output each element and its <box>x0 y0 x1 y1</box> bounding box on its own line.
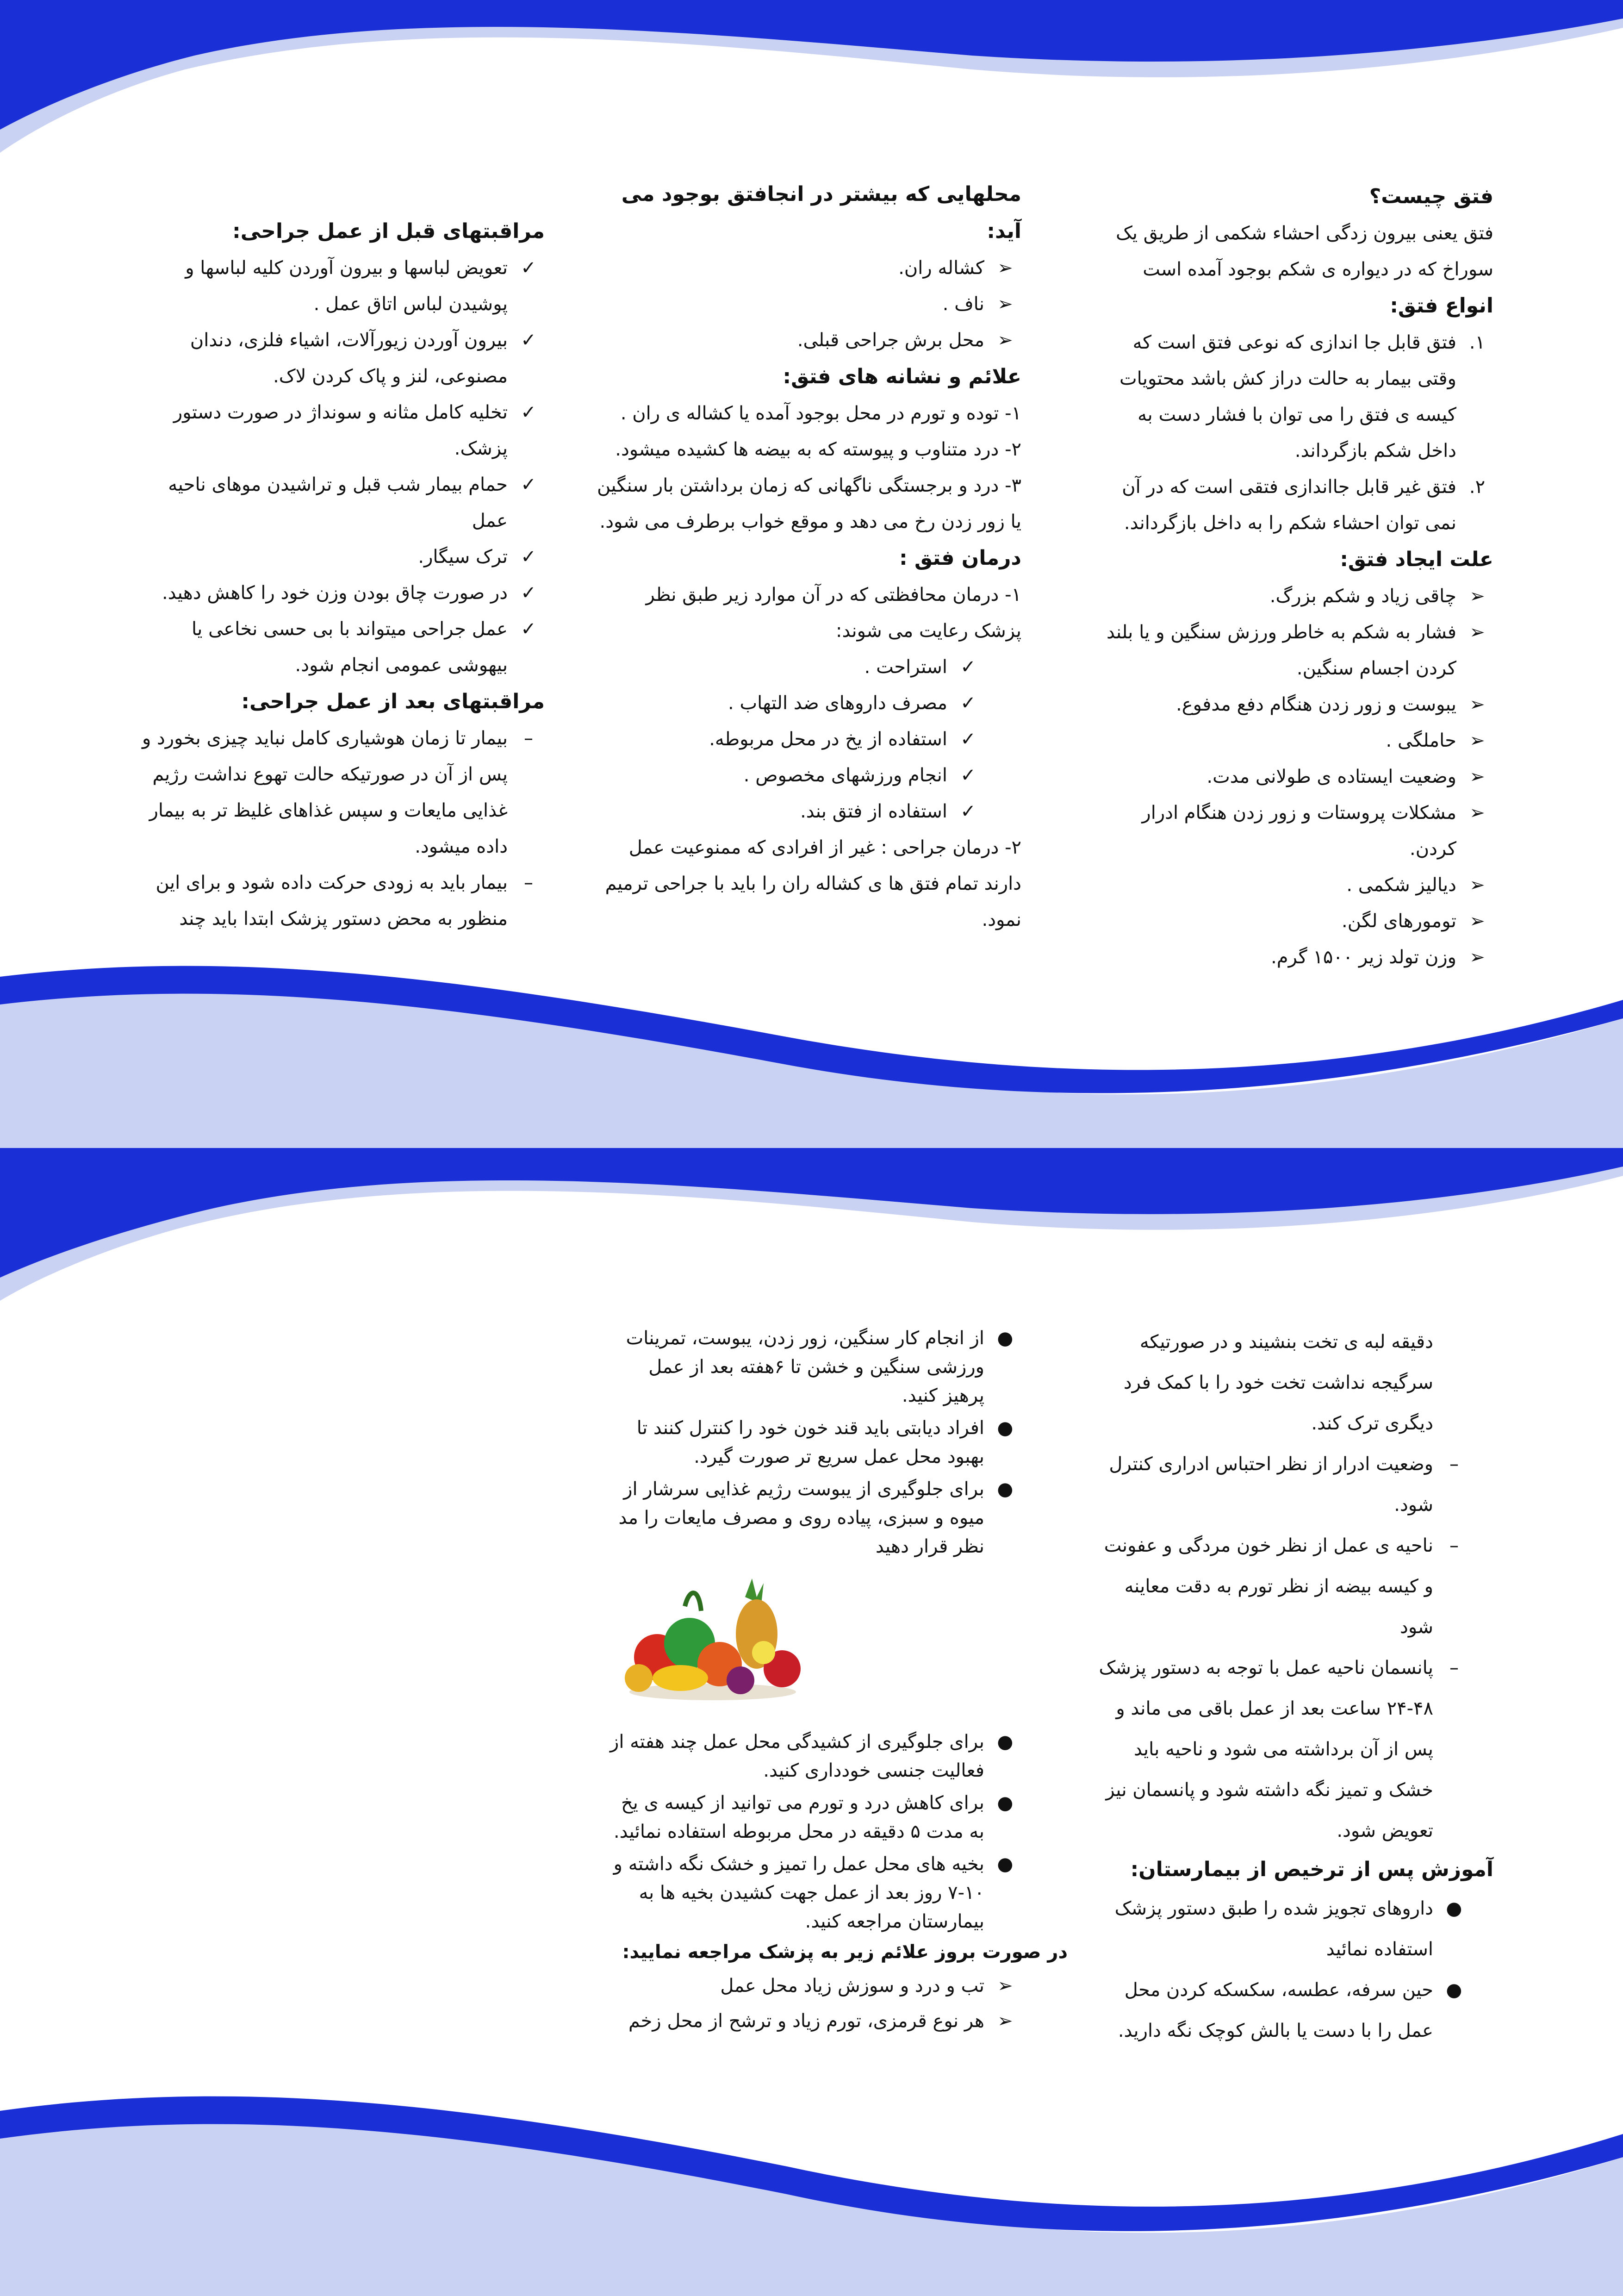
check-bullet-icon: ✓ <box>960 693 976 714</box>
treatment-intro: ۱- درمان محافظتی که در آن موارد زیر طبق نظر پزشک رعایت می شوند: <box>646 584 1021 642</box>
arrow-bullet-icon: ➢ <box>997 293 1013 315</box>
sign-item: ۲- درد متناوب و پیوسته که به بیضه ها کشیده میشود. <box>615 439 1021 460</box>
list-item: ✓ مصرف داروهای ضد التهاب . <box>596 685 984 721</box>
list-item: ✓ انجام ورزشهای مخصوص . <box>596 757 984 793</box>
check-bullet-icon: ✓ <box>521 546 536 568</box>
warning-signs-list <box>605 1968 1021 2039</box>
list-item: ➢ دیالیز شکمی . <box>1100 867 1493 903</box>
check-bullet-icon: ✓ <box>521 402 536 423</box>
treatment-list <box>596 649 1021 830</box>
arrow-bullet-icon: ➢ <box>1469 802 1485 824</box>
dash-bullet-icon: – <box>1449 1454 1459 1475</box>
list-item: ➢ محل برش جراحی قبلی. <box>596 322 1021 358</box>
list-item: ● بخیه های محل عمل را تمیز و خشک نگه داشته و ۱۰-۷ روز بعد از عمل جهت کشیدن بخیه ها به بیمارستان مراجعه کنید. <box>605 1850 1021 1936</box>
list-item: ۲. فتق غیر قابل جااندازی فتقی است که در آن نمی توان احشاء شکم را به داخل بازگرداند. <box>1122 476 1486 534</box>
post-op-care-continued-list <box>1091 1322 1470 1851</box>
p2-right-column <box>1091 1322 1493 2051</box>
list-item: ➢ تومورهای لگن. <box>1100 903 1493 939</box>
bottom-wave-decoration <box>0 949 1623 1148</box>
check-bullet-icon: ✓ <box>960 729 976 750</box>
list-item: ✓ عمل جراحی میتواند با بی حسی نخاعی یا بیهوشی عمومی انجام شود. <box>137 611 545 683</box>
list-item: ✓ استفاده از یخ در محل مربوطه. <box>596 721 984 757</box>
list-item: ➢ حاملگی . <box>1100 723 1493 759</box>
list-item: ➢ چاقی زیاد و شکم بزرگ. <box>1100 578 1493 614</box>
arrow-bullet-icon: ➢ <box>1469 947 1485 968</box>
arrow-bullet-icon: ➢ <box>1469 730 1485 751</box>
post-op-care-list <box>137 720 545 937</box>
list-item: ✓ استراحت . <box>596 649 984 685</box>
check-bullet-icon: ✓ <box>960 801 976 822</box>
dash-bullet-icon: – <box>1449 1535 1459 1556</box>
list-item: – بیمار تا زمان هوشیاری کامل نباید چیزی بخورد و پس از آن در صورتیکه حالت تهوع نداشت رژیم غذایی مایعات و سپس غذاهای غلیظ تر به بیمار داده میشود. <box>137 720 545 865</box>
list-item: ➢ ناف . <box>596 286 1021 322</box>
dash-bullet-icon: – <box>524 728 533 749</box>
p1-right-column <box>1100 178 1493 975</box>
check-bullet-icon: ✓ <box>960 765 976 786</box>
arrow-bullet-icon: ➢ <box>997 330 1013 351</box>
arrow-bullet-icon: ➢ <box>1469 622 1485 643</box>
list-item: – بیمار باید به زودی حرکت داده شود و برای این منظور به محض دستور پزشک ابتدا باید چند <box>137 865 545 937</box>
what-is-hernia-text: فتق یعنی بیرون زدگی احشاء شکمی از طریق یک سوراخ که در دیواره ی شکم بوجود آمده است <box>1116 223 1493 280</box>
hernia-treatment-heading: درمان فتق : <box>899 546 1021 570</box>
list-item: دقیقه لبه ی تخت بنشیند و در صورتیکه سرگیجه نداشت تخت خود را با کمک فرد دیگری ترک کند. <box>1123 1331 1433 1434</box>
list-item: ● داروهای تجویز شده را طبق دستور پزشک استفاده نمائید <box>1091 1888 1470 1970</box>
dot-bullet-icon: ● <box>1446 1979 1462 2001</box>
check-bullet-icon: ✓ <box>521 330 536 351</box>
p1-middle-column <box>596 176 1021 938</box>
bottom-wave-decoration <box>0 2074 1623 2296</box>
list-item: ➢ وزن تولد زیر ۱۵۰۰ گرم. <box>1100 939 1493 975</box>
list-item: ➢ وضعیت ایستاده ی طولانی مدت. <box>1100 759 1493 795</box>
list-item: ● برای کاهش درد و تورم می توانید از کیسه ی یخ به مدت ۵ دقیقه در محل مربوطه استفاده نمائید. <box>605 1789 1021 1846</box>
arrow-bullet-icon: ➢ <box>1469 586 1485 607</box>
list-item: ● برای جلوگیری از کشیدگی محل عمل چند هفته از فعالیت جنسی خودداری کنید. <box>605 1728 1021 1785</box>
list-item: ✓ استفاده از فتق بند. <box>596 793 984 830</box>
hernia-causes-list <box>1100 578 1493 975</box>
list-item: ➢ فشار به شکم به خاطر ورزش سنگین و یا بلند کردن اجسام سنگین. <box>1100 614 1493 686</box>
dot-bullet-icon: ● <box>997 1792 1014 1814</box>
pre-op-care-list <box>137 250 545 683</box>
check-bullet-icon: ✓ <box>521 257 536 279</box>
page-2 <box>0 1148 1623 2296</box>
arrow-bullet-icon: ➢ <box>1469 766 1485 787</box>
check-bullet-icon: ✓ <box>521 474 536 495</box>
what-is-hernia-heading: فتق چیست؟ <box>1369 185 1493 208</box>
dot-bullet-icon: ● <box>997 1479 1014 1500</box>
hernia-places-heading: محلهایی که بیشتر در انجافتق بوجود می آید: <box>621 182 1021 243</box>
arrow-bullet-icon: ➢ <box>1469 911 1485 932</box>
list-item: ➢ تب و درد و سوزش زیاد محل عمل <box>605 1968 1021 2003</box>
hernia-places-list <box>596 250 1021 358</box>
hernia-causes-heading: علت ایجاد فتق: <box>1340 548 1493 571</box>
list-item: ✓ در صورت چاق بودن وزن خود را کاهش دهید. <box>137 575 545 611</box>
discharge-education-list <box>1091 1888 1470 2051</box>
arrow-bullet-icon: ➢ <box>1469 874 1485 896</box>
list-item: ➢ یبوست و زور زدن هنگام دفع مدفوع. <box>1100 686 1493 723</box>
dot-bullet-icon: ● <box>997 1328 1014 1349</box>
list-item: ➢ هر نوع قرمزی، تورم زیاد و ترشح از محل زخم <box>605 2003 1021 2039</box>
list-item: ● حین سرفه، عطسه، سکسکه کردن محل عمل را با دست یا بالش کوچک نگه دارید. <box>1091 1970 1470 2051</box>
check-bullet-icon: ✓ <box>521 582 536 604</box>
top-wave-decoration <box>0 0 1623 194</box>
list-item: – ناحیه ی عمل از نظر خون مردگی و عفونت و کیسه بیضه از نظر تورم به دقت معاینه شود <box>1091 1525 1470 1647</box>
discharge-education-heading: آموزش پس از ترخیص از بیمارستان: <box>1130 1858 1493 1881</box>
list-item: – وضعیت ادرار از نظر احتباس ادراری کنترل شود. <box>1091 1444 1470 1525</box>
list-item: ۱. فتق قابل جا اندازی که نوعی فتق است که وقتی بیمار به حالت دراز کش باشد محتویات کیسه ی فتق را می توان با فشار دست به داخل شکم بازگرداند. <box>1119 332 1486 462</box>
list-item: – پانسمان ناحیه عمل با توجه به دستور پزشک ۴۸-۲۴ ساعت بعد از عمل باقی می ماند و پس از آن برداشته می شود و ناحیه باید خشک و تمیز نگه داشته شود و پانسمان نیز تعویض شود. <box>1091 1647 1470 1851</box>
dot-bullet-icon: ● <box>997 1731 1014 1753</box>
list-item: ➢ کشاله ران. <box>596 250 1021 286</box>
pre-op-care-heading: مراقبتهای قبل از عمل جراحی: <box>232 219 545 243</box>
list-item: ● برای جلوگیری از یبوست رژیم غذایی سرشار از میوه و سبزی، پیاده روی و مصرف مایعات را مد نظر قرار دهید <box>605 1475 1021 1561</box>
list-item: ✓ حمام بیمار شب قبل و تراشیدن موهای ناحیه عمل <box>137 467 545 539</box>
list-item: ✓ ترک سیگار. <box>137 539 545 575</box>
check-bullet-icon: ✓ <box>960 656 976 678</box>
dot-bullet-icon: ● <box>1446 1898 1462 1919</box>
list-item: ✓ تخلیه کامل مثانه و سونداژ در صورت دستور پزشک. <box>137 394 545 467</box>
dash-bullet-icon: – <box>524 872 533 893</box>
top-wave-decoration <box>0 1148 1623 1342</box>
list-item: ● افراد دیابتی باید قند خون خود را کنترل کنند تا بهبود محل عمل سریع تر صورت گیرد. <box>605 1414 1021 1471</box>
dash-bullet-icon: – <box>1449 1657 1459 1678</box>
list-item: ✓ بیرون آوردن زیورآلات، اشیاء فلزی، دندان مصنوعی، لنز و پاک کردن لاک. <box>137 322 545 394</box>
arrow-bullet-icon: ➢ <box>997 257 1013 279</box>
fruits-and-vegetables-image <box>620 1578 805 1703</box>
arrow-bullet-icon: ➢ <box>1469 694 1485 715</box>
sign-item: ۳- درد و برجستگی ناگهانی که زمان برداشتن بار سنگین یا زور زدن رخ می دهد و موقع خواب برطرف می شود. <box>597 475 1021 532</box>
post-op-advice-list-2 <box>605 1728 1021 1936</box>
list-item: ✓ تعویض لباسها و بیرون آوردن کلیه لباسها و پوشیدن لباس اتاق عمل . <box>137 250 545 322</box>
surgery-text: ۲- درمان جراحی : غیر از افرادی که ممنوعیت عمل دارند تمام فتق ها ی کشاله ران را باید با جراحی ترمیم نمود. <box>605 837 1021 930</box>
list-item: ➢ مشکلات پروستات و زور زدن هنگام ادرار کردن. <box>1100 795 1493 867</box>
dot-bullet-icon: ● <box>997 1417 1014 1439</box>
hernia-types-heading: انواع فتق: <box>1390 294 1493 318</box>
sign-item: ۱- توده و تورم در محل بوجود آمده یا کشاله ی ران . <box>620 403 1021 424</box>
hernia-types-list <box>1100 324 1493 541</box>
post-op-care-heading: مراقبتهای بعد از عمل جراحی: <box>241 690 545 713</box>
p1-left-column <box>137 213 545 937</box>
list-item: ● از انجام کار سنگین، زور زدن، یبوست، تمرینات ورزشی سنگین و خشن تا ۶هفته بعد از عمل پرهیز کنید. <box>605 1324 1021 1410</box>
warning-signs-heading: در صورت بروز علائم زیر به پزشک مراجعه نمایید: <box>622 1941 1068 1963</box>
arrow-bullet-icon: ➢ <box>997 1975 1013 1997</box>
arrow-bullet-icon: ➢ <box>997 2010 1013 2032</box>
hernia-signs-heading: علائم و نشانه های فتق: <box>783 365 1021 388</box>
post-op-advice-list <box>605 1324 1021 1561</box>
dot-bullet-icon: ● <box>997 1853 1014 1875</box>
check-bullet-icon: ✓ <box>521 618 536 640</box>
